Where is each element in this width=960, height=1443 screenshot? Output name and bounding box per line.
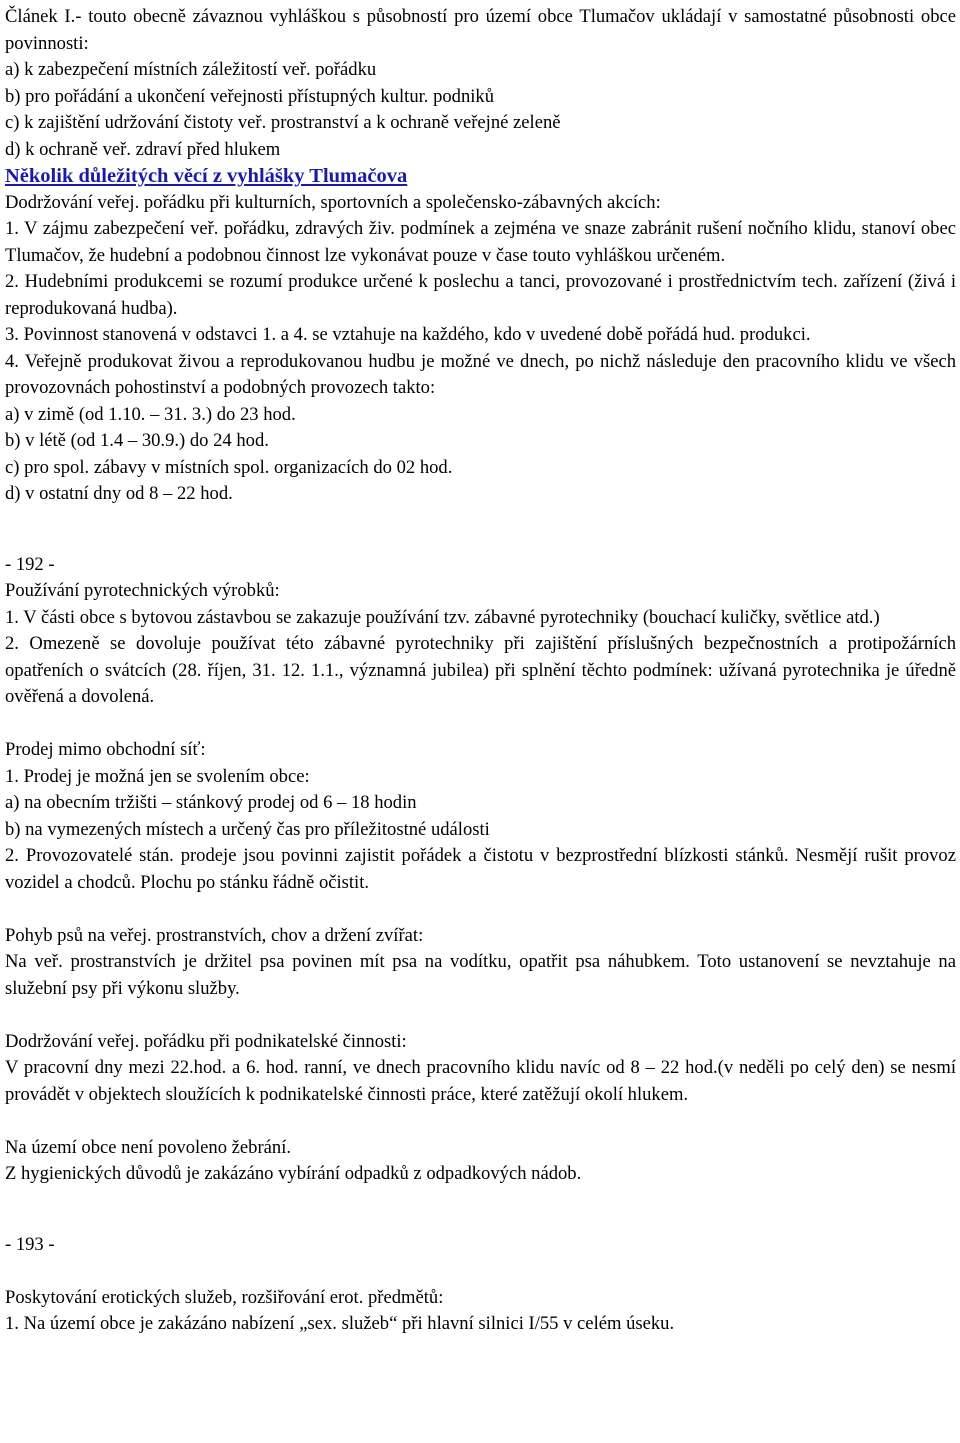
erotic-services-rule: 1. Na území obce je zakázáno nabízení „sex. služeb“ při hlavní silnici I/55 v celém úseku. [5, 1313, 675, 1334]
dogs-rule: Na veř. prostranstvích je držitel psa povinen mít psa na vodítku, opatřit psa náhubkem. Toto ustanovení se nevztahuje na služební psy při výkonu služby. [5, 951, 956, 999]
article-intro: Článek I.- touto obecně závaznou vyhláškou s působností pro území obce Tlumačov ukládají v samostatné působnosti obce povinnosti: [5, 6, 956, 54]
waste-rule: Z hygienických důvodů je zakázáno vybírání odpadků z odpadkových nádob. [5, 1163, 582, 1184]
dogs-title: Pohyb psů na veřej. prostranstvích, chov a držení zvířat: [5, 924, 424, 946]
public-order-point-4: 4. Veřejně produkovat živou a reprodukovanou hudbu je možné ve dnech, po nichž následuje den pracovního klidu ve všech provozovnách pohostinství a podobných provozech takto: [5, 350, 956, 398]
public-order-title: Dodržování veřej. pořádku při kulturních, sportovních a společensko-zábavných akcích: [5, 191, 661, 213]
sales-title: Prodej mimo obchodní síť: [5, 739, 206, 760]
sales-point-2: 2. Provozovatelé stán. prodeje jsou povinni zajistit pořádek a čistotu v bezprostřední blízkosti stánků. Nesmějí rušit provoz vozidel a chodců. Plochu po stánku řádně očistit. [5, 845, 956, 893]
begging-rule: Na území obce není povoleno žebrání. [5, 1136, 292, 1158]
schedule-social: c) pro spol. zábavy v místních spol. organizacích do 02 hod. [5, 456, 453, 478]
schedule-winter: a) v zimě (od 1.10. – 31. 3.) do 23 hod. [5, 403, 296, 425]
sales-point-a: a) na obecním tržišti – stánkový prodej od 6 – 18 hodin [5, 792, 417, 813]
section-heading: Několik důležitých věcí z vyhlášky Tlumačova [5, 165, 408, 187]
schedule-summer: b) v létě (od 1.4 – 30.9.) do 24 hod. [5, 430, 269, 451]
pyrotechnics-title: Používání pyrotechnických výrobků: [5, 580, 280, 601]
erotic-services-title: Poskytování erotických služeb, rozšiřování erot. předmětů: [5, 1286, 444, 1308]
public-order-point-1: 1. V zájmu zabezpečení veř. pořádku, zdravých živ. podmínek a zejména ve snaze zabránit rušení nočního klidu, stanoví obec Tlumačov, že hudební a podobnou činnost lze vykonávat pouze v čase touto vyhláškou určeném. [5, 218, 956, 266]
business-title: Dodržování veřej. pořádku při podnikatelské činnosti: [5, 1030, 407, 1052]
schedule-other-days: d) v ostatní dny od 8 – 22 hod. [5, 483, 233, 504]
page-number: - 193 - [5, 1233, 55, 1255]
duty-d: d) k ochraně veř. zdraví před hlukem [5, 138, 281, 160]
duty-a: a) k zabezpečení místních záležitostí veř. pořádku [5, 59, 377, 80]
pyrotechnics-point-1: 1. V části obce s bytovou zástavbou se zakazuje používání tzv. zábavné pyrotechniky (bouchací kuličky, světlice atd.) [5, 606, 880, 628]
page-number: - 192 - [5, 553, 55, 575]
pyrotechnics-point-2: 2. Omezeně se dovoluje používat této zábavné pyrotechniky při zajištění příslušných bezpečnostních a protipožárních opatřeních o svátcích (28. říjen, 31. 12. 1.1., významná jubilea) při splnění těchto podmínek: užívaná pyrotechnika je úředně ověřená a dovolená. [5, 633, 956, 707]
sales-point-b: b) na vymezených místech a určený čas pro příležitostné události [5, 818, 490, 840]
duty-c: c) k zajištění udržování čistoty veř. prostranství a k ochraně veřejné zeleně [5, 112, 561, 133]
sales-point-1: 1. Prodej je možná jen se svolením obce: [5, 765, 310, 787]
business-rule: V pracovní dny mezi 22.hod. a 6. hod. ranní, ve dnech pracovního klidu navíc od 8 – 22 hod.(v neděli po celý den) se nesmí provádět v objektech sloužících k podnikatelské činnosti práce, které zatěžují okolí hlukem. [5, 1057, 956, 1105]
public-order-point-2: 2. Hudebními produkcemi se rozumí produkce určené k poslechu a tanci, provozované i prostřednictvím tech. zařízení (živá i reprodukovaná hudba). [5, 271, 956, 319]
duty-b: b) pro pořádání a ukončení veřejnosti přístupných kultur. podniků [5, 85, 495, 107]
public-order-point-3: 3. Povinnost stanovená v odstavci 1. a 4. se vztahuje na každého, kdo v uvedené době pořádá hud. produkci. [5, 324, 811, 345]
